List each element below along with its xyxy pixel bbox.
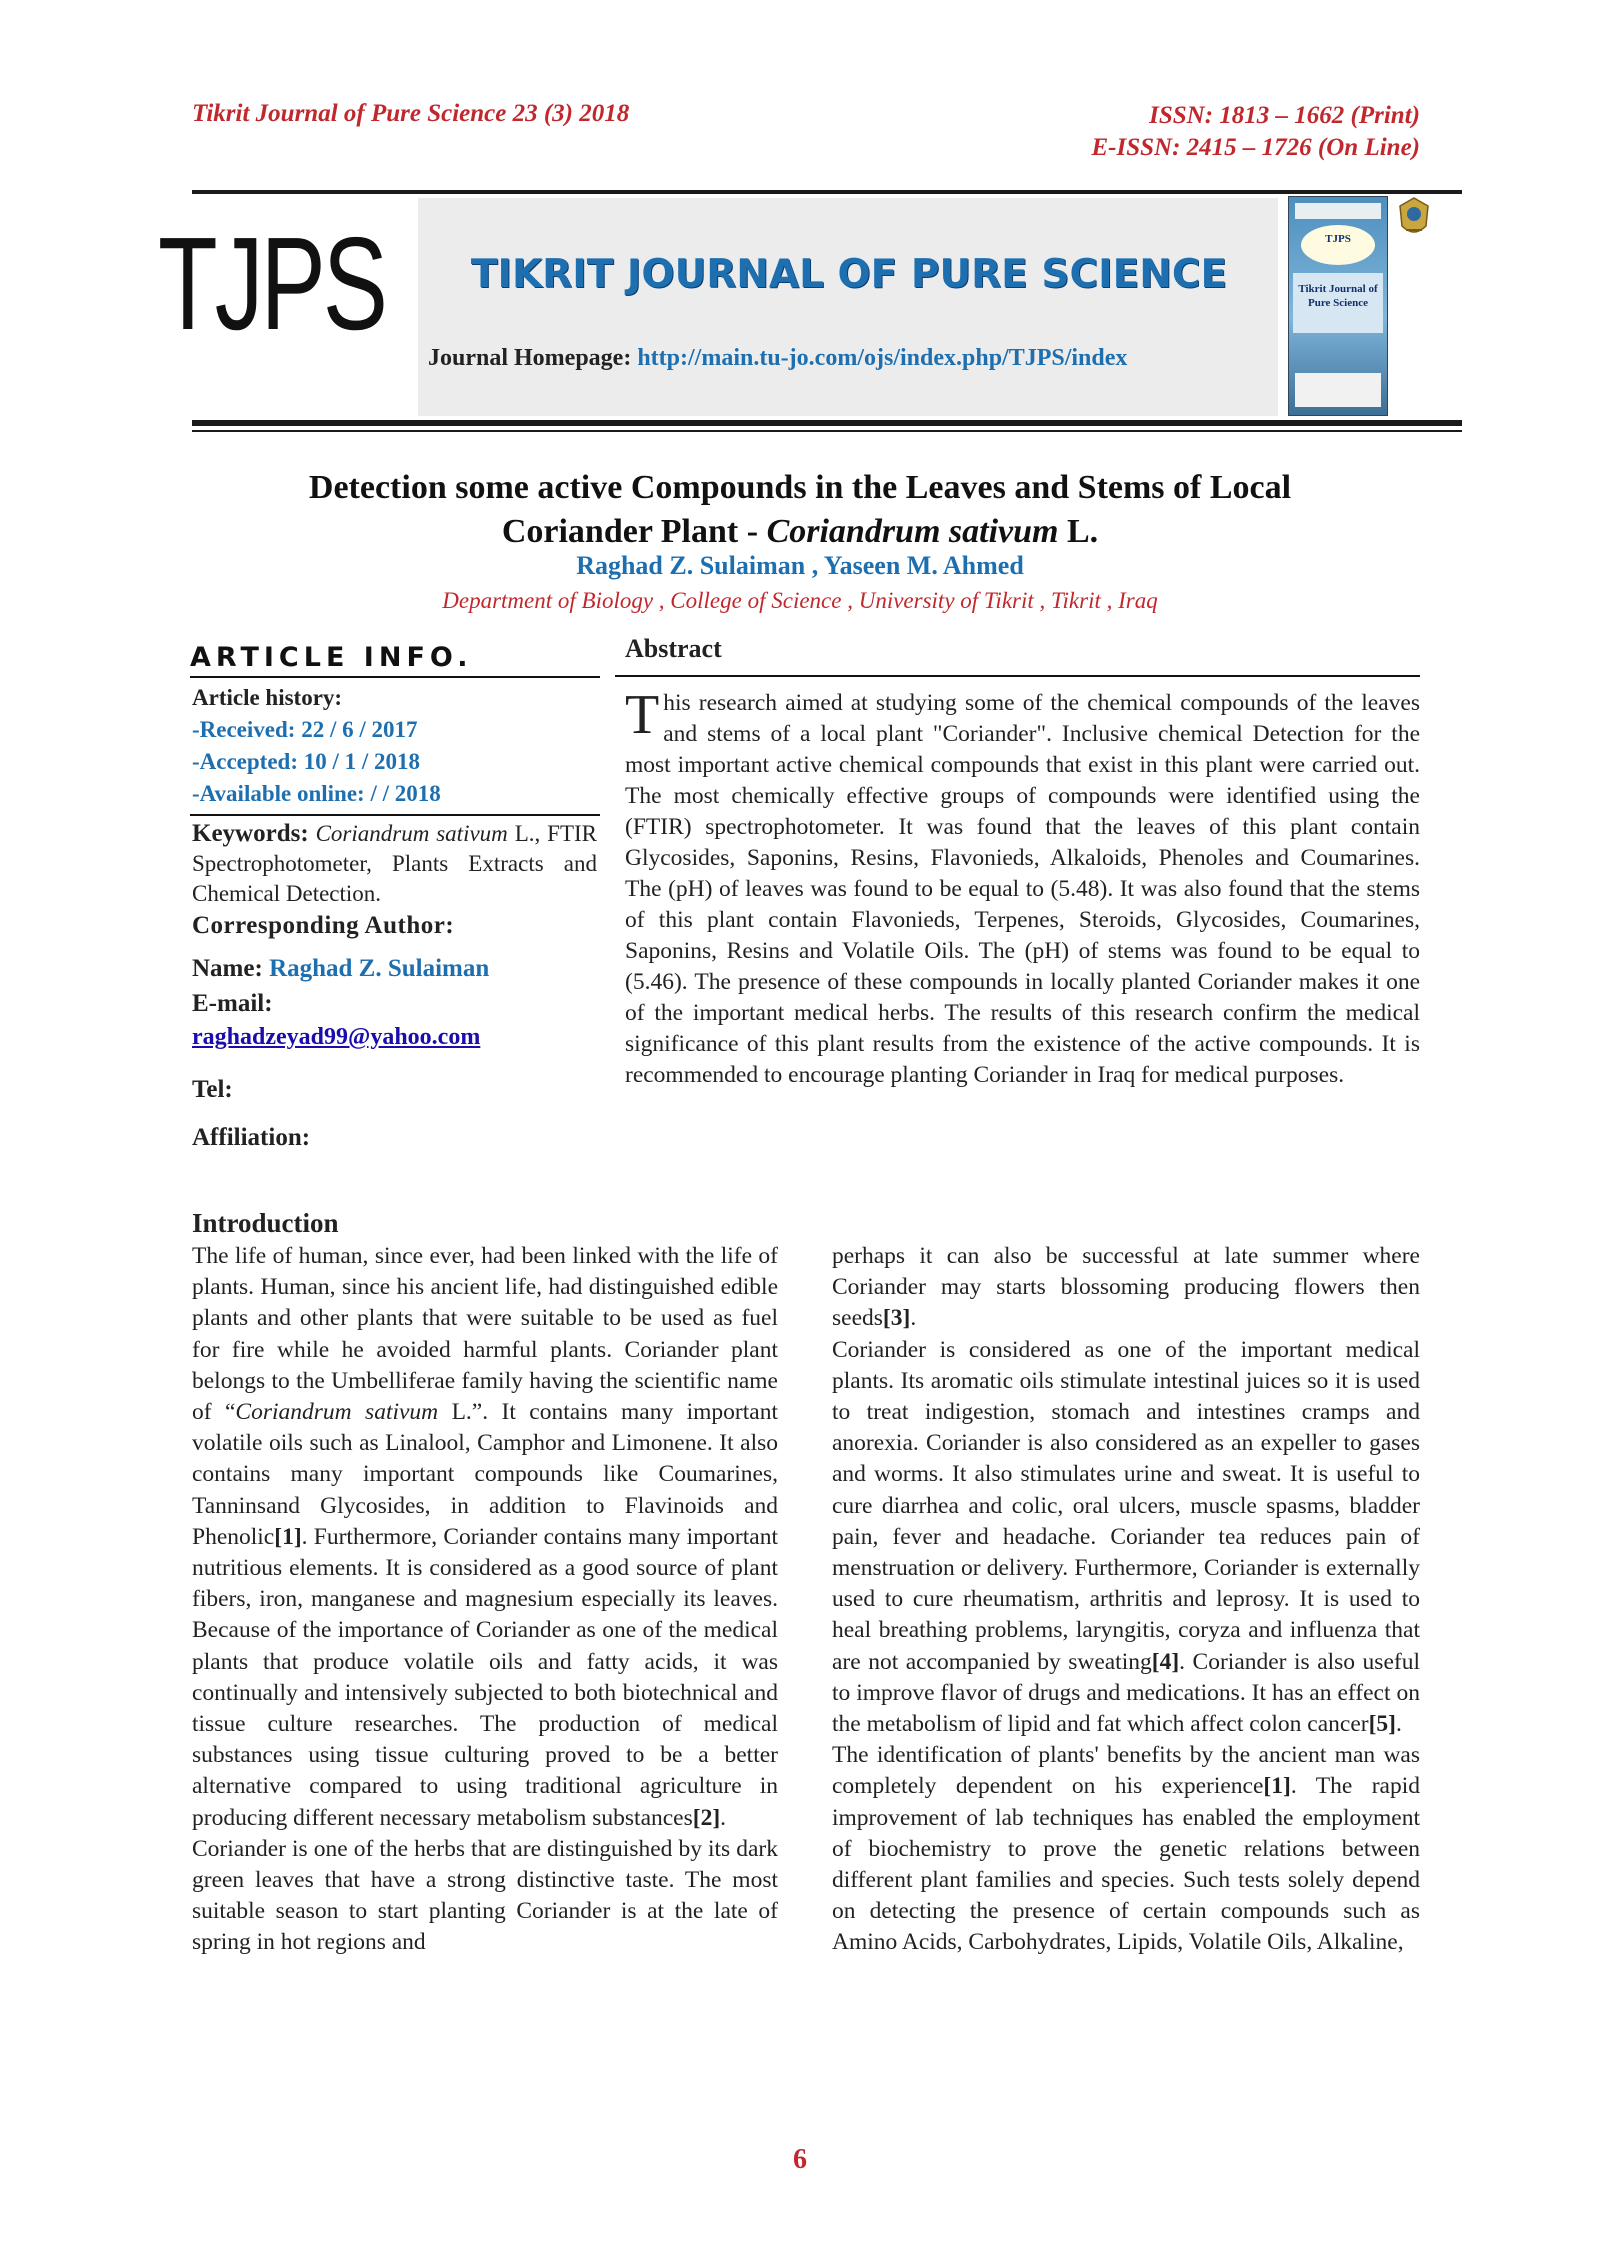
tel-label: Tel: [192,1076,233,1103]
authors: Raghad Z. Sulaiman , Yaseen M. Ahmed [576,551,1024,580]
species-name: Coriandrum sativum [766,513,1059,551]
abstract-heading: Abstract [625,634,722,663]
citation: [1] [1263,1773,1291,1800]
affiliation-line: Department of Biology , College of Science , University of Tikrit , Tikrit , Iraq [442,588,1158,613]
abstract-text: T his research aimed at studying some of the chemical compounds of the leaves and stems of a local plant "Coriander". Inclusive chemical Detection for the most important active chemical compounds that exist in this plant were carried out. The most chemically effective groups of compounds were identified using the (FTIR) spectrophotometer. It was found that the leaves of this plant contain Glycosides, Saponins, Resins, Flavonieds, Alkaloids, Phenoles and Coumarines. The (pH) of leaves was found to be equal to (5.48). It was also found that the stems of this plant contain Flavonieds, Terpenes, Steroids, Glycosides, Coumarines, Saponins, Resins and Volatile Oils. The (pH) of stems was found to be equal to (5.46). The presence of these compounds in locally planted Coriander makes it one of the important medical herbs. The results of this research confirm the medical significance of this plant results from the existence of the active compounds. It is recommended to encourage planting Coriander in Iraq for medical purposes. [625,684,1420,1088]
body-column-right [832,1241,1420,1959]
citation: [1] [274,1523,302,1550]
received-date: -Received: 22 / 6 / 2017 [192,717,418,742]
available-date: -Available online: / / 2018 [192,781,441,806]
journal-homepage [428,345,1127,372]
tjps-logo: TJPS [158,210,385,357]
homepage-link[interactable]: http://main.tu-jo.com/ojs/index.php/TJPS/index [637,345,1128,371]
banner-journal-title: TIKRIT JOURNAL OF PURE SCIENCE [470,252,1228,297]
article-info-heading: ARTICLE INFO. [190,642,473,673]
email-link[interactable]: raghadzeyad99@yahoo.com [192,1024,481,1050]
article-info-rule-bottom [190,814,600,816]
homepage-label: Journal Homepage: [428,345,632,371]
article-history [192,682,600,810]
journal-cover-image [1288,196,1388,416]
issn-online: E-ISSN: 2415 – 1726 (On Line) [1091,134,1420,161]
affiliation-label: Affiliation: [192,1124,311,1151]
journal-issue-line: Tikrit Journal of Pure Science 23 (3) 2018 [192,100,630,127]
header-bottom-rule [192,420,1462,426]
email-label: E-mail: [192,990,273,1017]
citation: [2] [692,1804,721,1831]
body-column-left [192,1241,778,1959]
title-line-2: Coriander Plant - Coriandrum sativum L. [501,513,1099,551]
paragraph: Coriander is one of the herbs that are distinguished by its dark green leaves that have a strong distinctive taste. The most suitable season to start planting Coriander is at the late of spring in hot regions and [192,1835,778,1956]
header-bottom-rule-thin [192,430,1462,432]
issn-block [1092,100,1421,164]
paragraph: The life of human, since ever, had been linked with the life of plants. Human, since his ancient life, had distinguished edible plants and other plants that were suitable to be used as fuel for fire while he avoided harmful plants. Coriander plant belongs to the Umbelliferae family having the scientific name of “Coriandrum sativum L.”. It contains many important volatile oils such as Linalool, Camphor and Limonene. It also contains many important compounds like Coumarines, Tanninsand Glycosides, in addition to Flavinoids and Phenolic[1]. Furthermore, Coriander contains many important nutritious elements. It is considered as a good source of plant fibers, iron, manganese and magnesium especially its leaves. Because of the importance of Coriander as one of the medical plants that produce volatile oils and fatty acids, it was continually and intensively subjected to both biotechnical and tissue culture researches. The production of medical substances using tissue culturing proved to be a better alternative compared to using traditional agriculture in producing different necessary metabolism substances[2]. [192,1243,778,1831]
citation: [4] [1151,1648,1180,1675]
article-info-rule-top [190,676,600,678]
abstract-drop-cap: T [625,684,660,746]
issn-print: ISSN: 1813 – 1662 (Print) [1149,102,1420,129]
author-name-value: Raghad Z. Sulaiman [269,955,490,982]
paper-title [180,466,1420,554]
corresponding-author-label: Corresponding Author: [192,912,455,939]
university-crest-icon [1396,196,1432,240]
cover-text-1: TJPS [1325,233,1351,245]
page-number: 6 [793,2144,807,2175]
cover-text-3: Pure Science [1308,297,1368,309]
citation: [3] [882,1305,911,1332]
paragraph: perhaps it can also be successful at late summer where Coriander may starts blossoming producing flowers then seeds[3]. [832,1243,1420,1332]
citation: [5] [1368,1711,1397,1738]
cover-text-2: Tikrit Journal of [1298,283,1378,295]
accepted-date: -Accepted: 10 / 1 / 2018 [192,749,421,774]
history-label: Article history: [192,685,343,710]
header-top-rule [192,190,1462,194]
paragraph: Coriander is considered as one of the important medical plants. Its aromatic oils stimulate intestinal juices so it is used to treat indigestion, stomach and intestines cramps and anorexia. Coriander is also considered as an expeller to gases and worms. It also stimulates urine and sweat. It is useful to cure diarrhea and colic, oral ulcers, muscle spasms, bladder pain, fever and headache. Coriander tea reduces pain of menstruation or delivery. Furthermore, Coriander is externally used to cure rheumatism, arthritis and leprosy. It is used to heal breathing problems, laryngitis, coryza and influenza that are not accompanied by sweating[4]. Coriander is also useful to improve flavor of drugs and medications. It has an effect on the metabolism of lipid and fat which affect colon cancer[5]. [832,1336,1420,1738]
banner-background [418,198,1278,416]
title-line-1: Detection some active Compounds in the Leaves and Stems of Local [308,469,1292,506]
paragraph: The identification of plants' benefits by the ancient man was completely dependent on his experience[1]. The rapid improvement of lab techniques has enabled the employment of biochemistry to prove the genetic relations between different plant families and species. Such tests solely depend on detecting the presence of certain compounds such as Amino Acids, Carbohydrates, Lipids, Volatile Oils, Alkaline, [832,1742,1420,1956]
author-name: Name: Raghad Z. Sulaiman [192,955,490,982]
keywords-label: Keywords: [192,820,309,847]
keywords: Keywords: Coriandrum sativum L., FTIR Spectrophotometer, Plants Extracts and Chemical Detection. [192,820,598,906]
introduction-heading: Introduction [192,1208,339,1238]
abstract-rule [615,675,1420,677]
